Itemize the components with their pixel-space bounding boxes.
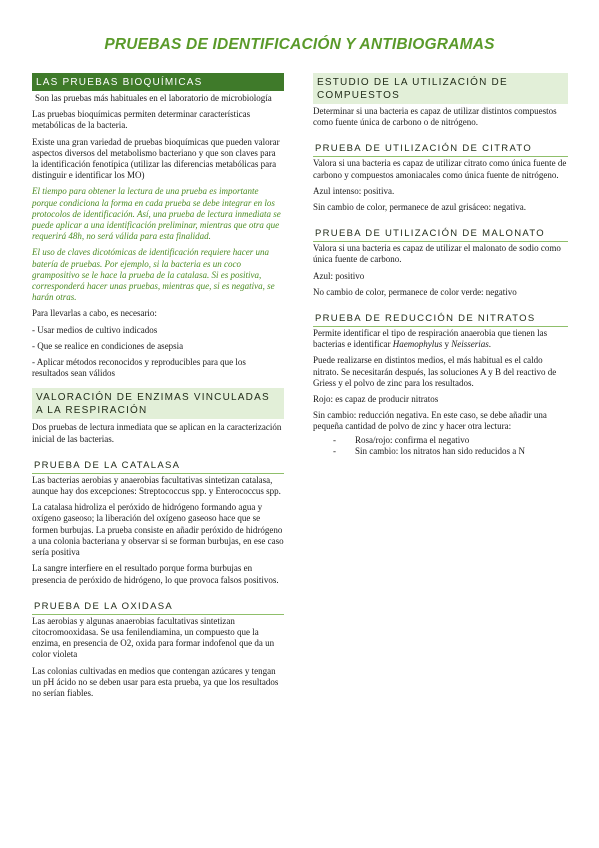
section-heading-pruebas-bioquimicas: LAS PRUEBAS BIOQUÍMICAS: [32, 73, 284, 91]
list-item: [333, 446, 568, 457]
subsection-heading-oxidasa: PRUEBA DE LA OXIDASA: [32, 601, 284, 615]
paragraph: Las aerobias y algunas anaerobias facultativas sintetizan citocromooxidasa. Se usa fenilendiamina, un compuesto que la enzima, en presencia de O2, oxida para formar indofenol que da un color violeta: [32, 615, 275, 660]
subsection-heading-citrato: PRUEBA DE UTILIZACIÓN DE CITRATO: [313, 143, 568, 157]
paragraph: Rojo: es capaz de producir nitratos: [313, 394, 439, 405]
paragraph: Para llevarlas a cabo, es necesario:: [32, 308, 157, 319]
text: y: [442, 339, 452, 350]
list-item-text: Sin cambio: los nitratos han sido reducidos a N: [355, 445, 525, 456]
paragraph: La sangre interfiere en el resultado porque forma burbujas en presencia de peróxido de hidrógeno, lo que provoca falsos positivos.: [32, 563, 279, 585]
paragraph: Azul: positivo: [313, 270, 365, 281]
section-heading-enzimas-respiracion: VALORACIÓN DE ENZIMAS VINCULADAS A LA RESPIRACIÓN: [32, 388, 284, 419]
genus-name: Neisserias: [451, 339, 489, 350]
paragraph: No cambio de color, permanece de color verde: negativo: [313, 286, 517, 297]
page-title: PRUEBAS DE IDENTIFICACIÓN Y ANTIBIOGRAMAS: [104, 36, 495, 53]
paragraph: Las bacterias aerobias y anaerobias facultativas sintetizan catalasa, aunque hay dos excepciones: Streptococcus spp. y Enterococcus spp.: [32, 474, 281, 497]
subsection-heading-catalasa: PRUEBA DE LA CATALASA: [32, 460, 284, 474]
paragraph: Las colonias cultivadas en medios que contengan azúcares y tengan un pH ácido no se deben usar para esta prueba, ya que los resultados no serían fiables.: [32, 665, 279, 698]
list-item-text: Rosa/rojo: confirma el negativo: [355, 434, 470, 445]
dash-marker: -: [333, 445, 336, 456]
left-column: [32, 73, 284, 704]
text: .: [488, 339, 491, 350]
genus-name: Haemophylus: [392, 339, 443, 350]
section-heading-utilizacion-compuestos: ESTUDIO DE LA UTILIZACIÓN DE COMPUESTOS: [313, 73, 568, 104]
highlight-paragraph: El uso de claves dicotómicas de identificación requiere hacer una batería de pruebas. Por ejemplo, si la bacteria es un coco grampositivo se le hace la prueba de la catalasa. Si es positiva, corresponderá hacer unas pruebas, mientras que, si es negativa, se harán otras.: [32, 247, 275, 303]
list-item: - Que se realice en condiciones de asepsia: [32, 340, 184, 351]
paragraph: La catalasa hidroliza el peróxido de hidrógeno formando agua y oxígeno gaseoso; la liberación del oxígeno gaseoso hace que se formen burbujas. La prueba consiste en añadir peróxido de hidrógeno a una colonia bacteriana y observar si se forman burbujas, en ese caso sería positiva: [32, 502, 284, 558]
paragraph: Existe una gran variedad de pruebas bioquímicas que pueden valorar aspectos diversos del metabolismo bacteriano y que son claves para la identificación fenotípica (utilizar las diferencias metabólicas para distinguir e identificar los MO): [32, 136, 280, 181]
result-list: [313, 435, 568, 457]
list-item: [333, 435, 568, 446]
paragraph: Valora si una bacteria es capaz de utilizar el malonato de sodio como única fuente de carbono.: [313, 243, 561, 265]
highlight-paragraph: El tiempo para obtener la lectura de una prueba es importante porque condiciona la forma en cada prueba se debe integrar en los protocolos de identificación. Así, una prueba de lectura inmediata se puede aplicar a una identificación preliminar, mientras que otra que requerirá 48h, no será válida para esta finalidad.: [32, 186, 281, 242]
paragraph: Dos pruebas de lectura inmediata que se aplican en la caracterización inicial de las bacterias.: [32, 422, 282, 444]
subsection-heading-nitratos: PRUEBA DE REDUCCIÓN DE NITRATOS: [313, 313, 568, 327]
right-column: [313, 73, 568, 457]
paragraph: Son las pruebas más habituales en el laboratorio de microbiología: [35, 93, 272, 103]
subsection-heading-malonato: PRUEBA DE UTILIZACIÓN DE MALONATO: [313, 228, 568, 242]
paragraph: [313, 328, 568, 350]
paragraph: Azul intenso: positiva.: [313, 185, 395, 196]
paragraph: Valora si una bacteria es capaz de utilizar citrato como única fuente de carbono y compuestos amoniacales como única fuente de nitrógeno.: [313, 158, 567, 180]
paragraph: Las pruebas bioquímicas permiten determinar características metabólicas de la bacteria.: [32, 109, 251, 131]
list-item: - Aplicar métodos reconocidos y reproducibles para que los resultados sean válidos: [32, 357, 246, 379]
dash-marker: -: [333, 434, 336, 445]
paragraph: Sin cambio de color, permanece de azul grisáceo: negativa.: [313, 202, 527, 213]
paragraph: Sin cambio: reducción negativa. En este caso, se debe añadir una pequeña cantidad de polvo de zinc y hacer otra lectura:: [313, 410, 547, 432]
list-item: - Usar medios de cultivo indicados: [32, 324, 158, 335]
paragraph: Determinar si una bacteria es capaz de utilizar distintos compuestos como fuente única de carbono o de nitrógeno.: [313, 106, 557, 128]
text: Permite identificar el tipo de respiración anaerobia que tienen las bacterias e identificar: [313, 328, 548, 350]
paragraph: Puede realizarse en distintos medios, el más habitual es el caldo nitrato. Se necesitarán después, las soluciones A y B del reactivo de Griess y el polvo de zinc para los resultados.: [313, 355, 557, 388]
